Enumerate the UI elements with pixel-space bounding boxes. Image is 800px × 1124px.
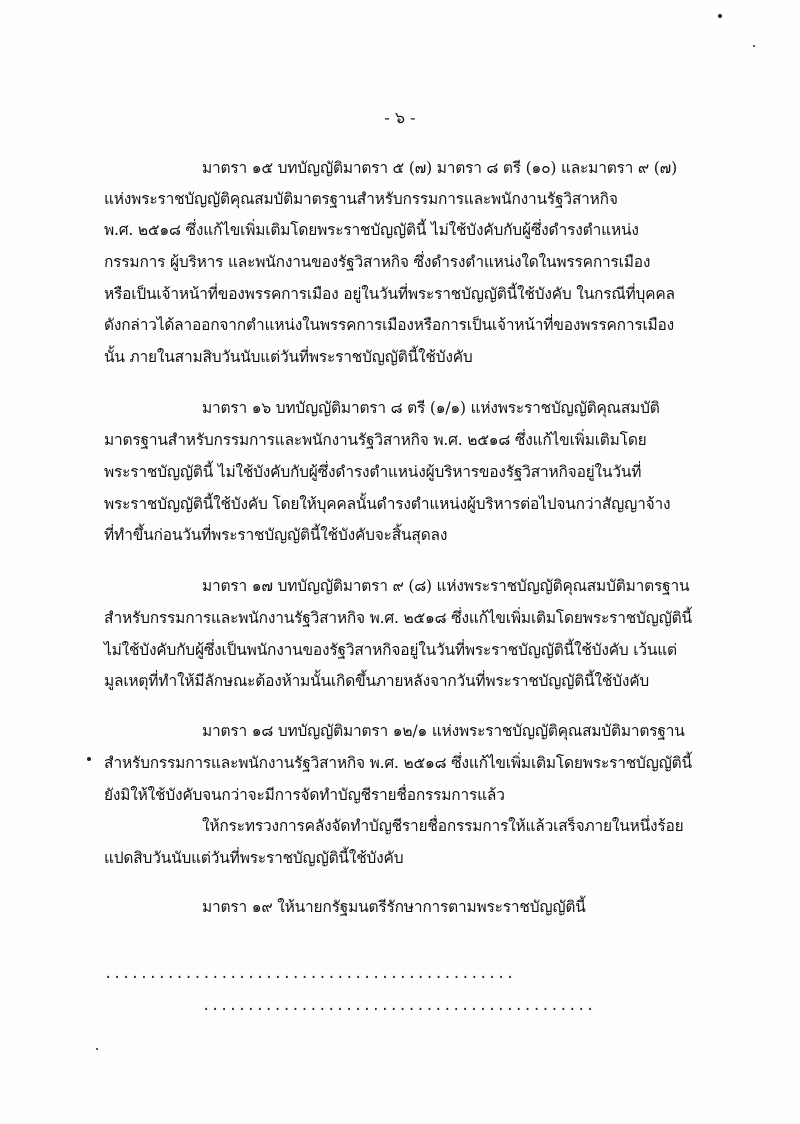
section-18-line-1: มาตรา ๑๘ บทบัญญัติมาตรา ๑๒/๑ แห่งพระราชบัญญัติคุณสมบัติมาตรฐาน — [202, 722, 685, 740]
section-16-line-3: พระราชบัญญัตินี้ ไม่ใช้บังคับกับผู้ซึ่งดำรงตำแหน่งผู้บริหารของรัฐวิสาหกิจอยู่ในวันที่ — [104, 463, 642, 481]
section-16-line-1: มาตรา ๑๖ บทบัญญัติมาตรา ๘ ตรี (๑/๑) แห่งพระราชบัญญัติคุณสมบัติ — [202, 399, 660, 417]
section-15-line-6: ดังกล่าวได้ลาออกจากตำแหน่งในพรรคการเมืองหรือการเป็นเจ้าหน้าที่ของพรรคการเมือง — [104, 316, 675, 334]
signature-dotted-line-2: ............................................ — [202, 998, 595, 1014]
section-15-line-5: หรือเป็นเจ้าหน้าที่ของพรรคการเมือง อยู่ในวันที่พระราชบัญญัตินี้ใช้บังคับ ในกรณีที่บุคคล — [104, 285, 675, 303]
scan-speck — [87, 757, 91, 761]
section-15-line-2: แห่งพระราชบัญญัติคุณสมบัติมาตรฐานสำหรับกรรมการและพนักงานรัฐวิสาหกิจ — [104, 190, 618, 208]
section-15-line-3: พ.ศ. ๒๕๑๘ ซึ่งแก้ไขเพิ่มเติมโดยพระราชบัญญัตินี้ ไม่ใช้บังคับกับผู้ซึ่งดำรงตำแหน่ง — [104, 221, 639, 239]
section-17-line-3: ไม่ใช้บังคับกับผู้ซึ่งเป็นพนักงานของรัฐวิสาหกิจอยู่ในวันที่พระราชบัญญัตินี้ใช้บังคับ เว้นแต่ — [104, 641, 677, 659]
scan-speck — [753, 45, 755, 47]
section-18-line-3: ยังมิให้ใช้บังคับจนกว่าจะมีการจัดทำบัญชีรายชื่อกรรมการแล้ว — [104, 786, 505, 804]
section-15-line-4: กรรมการ ผู้บริหาร และพนักงานของรัฐวิสาหกิจ ซึ่งดำรงตำแหน่งใดในพรรคการเมือง — [104, 253, 651, 271]
section-16-line-5: ที่ทำขึ้นก่อนวันที่พระราชบัญญัตินี้ใช้บังคับจะสิ้นสุดลง — [104, 526, 448, 544]
section-16-line-4: พระราชบัญญัตินี้ใช้บังคับ โดยให้บุคคลนั้นดำรงตำแหน่งผู้บริหารต่อไปจนกว่าสัญญาจ้าง — [104, 495, 671, 513]
section-17-line-1: มาตรา ๑๗ บทบัญญัติมาตรา ๙ (๘) แห่งพระราชบัญญัติคุณสมบัติมาตรฐาน — [202, 577, 690, 595]
page-number: - ๖ - — [384, 108, 416, 127]
scan-speck — [96, 1048, 98, 1050]
section-17-line-4: มูลเหตุที่ทำให้มีลักษณะต้องห้ามนั้นเกิดขึ้นภายหลังจากวันที่พระราชบัญญัตินี้ใช้บังคับ — [104, 672, 650, 690]
section-16-line-2: มาตรฐานสำหรับกรรมการและพนักงานรัฐวิสาหกิจ พ.ศ. ๒๕๑๘ ซึ่งแก้ไขเพิ่มเติมโดย — [104, 431, 647, 449]
section-15-line-7: นั้น ภายในสามสิบวันนับแต่วันที่พระราชบัญญัตินี้ใช้บังคับ — [104, 348, 473, 366]
section-18b-line-2: แปดสิบวันนับแต่วันที่พระราชบัญญัตินี้ใช้บังคับ — [104, 849, 404, 867]
section-18-line-2: สำหรับกรรมการและพนักงานรัฐวิสาหกิจ พ.ศ. ๒๕๑๘ ซึ่งแก้ไขเพิ่มเติมโดยพระราชบัญญัตินี้ — [104, 754, 692, 772]
scan-speck — [718, 14, 722, 18]
section-18b-line-1: ให้กระทรวงการคลังจัดทำบัญชีรายชื่อกรรมการให้แล้วเสร็จภายในหนึ่งร้อย — [202, 817, 684, 835]
section-15-line-1: มาตรา ๑๕ บทบัญญัติมาตรา ๕ (๗) มาตรา ๘ ตรี (๑๐) และมาตรา ๙ (๗) — [202, 159, 677, 177]
section-19-line-1: มาตรา ๑๙ ให้นายกรัฐมนตรีรักษาการตามพระราชบัญญัตินี้ — [202, 898, 586, 916]
section-17-line-2: สำหรับกรรมการและพนักงานรัฐวิสาหกิจ พ.ศ. ๒๕๑๘ ซึ่งแก้ไขเพิ่มเติมโดยพระราชบัญญัตินี้ — [104, 609, 692, 627]
signature-dotted-line-1: .............................................. — [104, 966, 515, 982]
